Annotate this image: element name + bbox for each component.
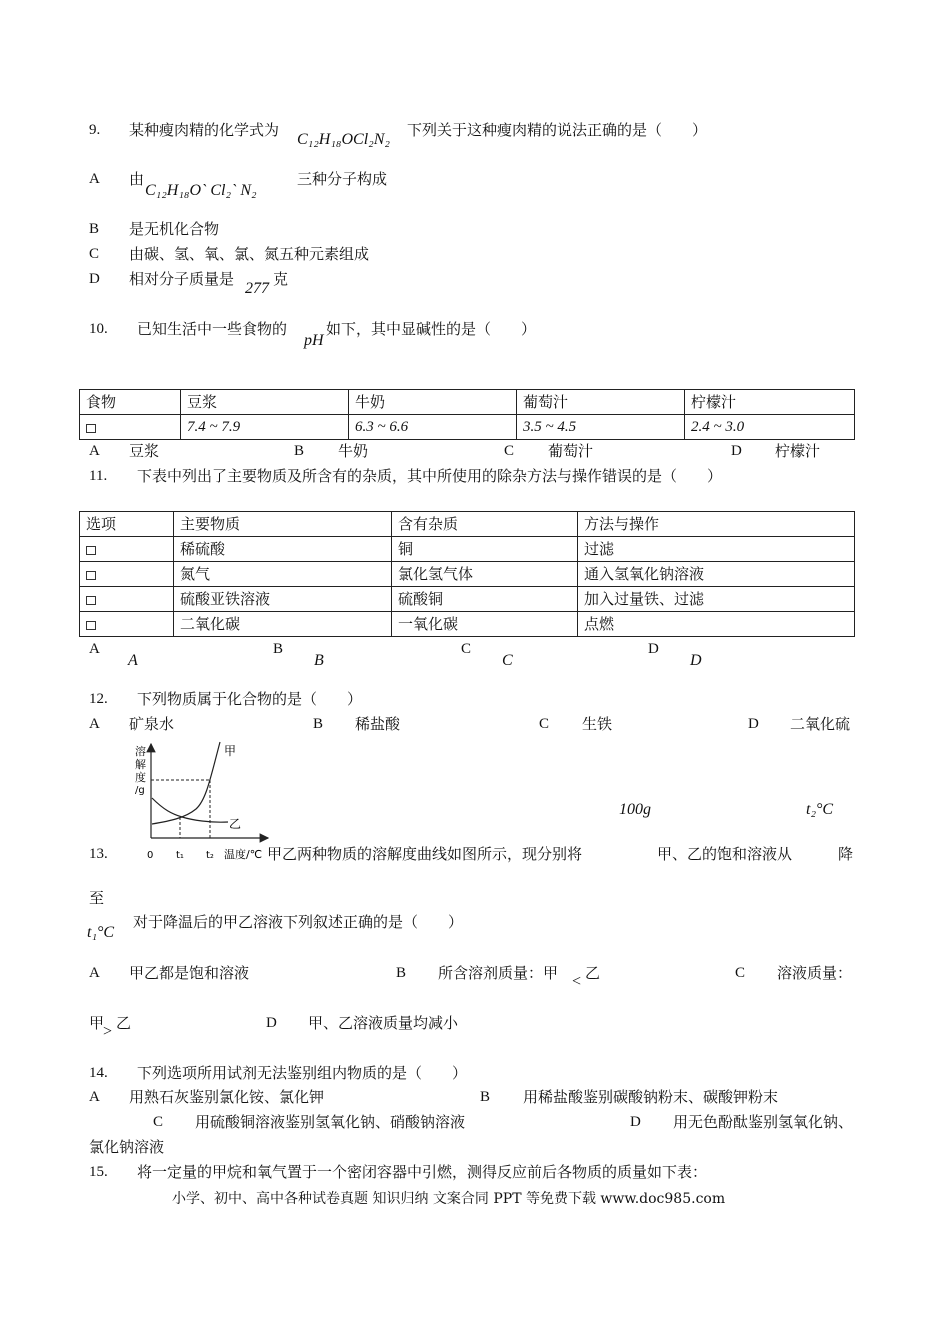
table-cell: 3.5 ~ 4.5 [517,415,685,440]
table-row [80,587,855,612]
q9-option-c-label: C [89,246,100,262]
q14-option-d-label: D [630,1114,641,1130]
missing-glyph-icon [80,415,181,440]
table-row [80,537,855,562]
q13-option-a-text: 甲乙都是饱和溶液 [129,964,250,982]
q13-stem-e: 对于降温后的甲乙溶液下列叙述正确的是（ ） [133,913,464,931]
table-cell: 加入过量铁、过滤 [578,587,855,612]
x-axis-t2-label: t₂ [206,850,214,861]
q10-option-a-text: 豆浆 [129,442,160,460]
impurity-table [79,511,855,637]
q11-option-c-label: C [461,641,472,657]
q14-option-d-text-b: 氯化钠溶液 [89,1138,165,1156]
q14-stem: 下列选项所用试剂无法鉴别组内物质的是（ ） [137,1064,468,1082]
table-header: 柠檬汁 [685,390,855,415]
q14-option-b-text: 用稀盐酸鉴别碳酸钠粉末、碳酸钾粉末 [523,1088,779,1106]
table-header: 食物 [80,390,181,415]
q10-option-d-text: 柠檬汁 [775,442,821,460]
q9-option-d-number: 277 [245,280,269,297]
q13-option-c-text-b: 甲 [89,1014,105,1032]
q10-option-c-text: 葡萄汁 [548,442,594,460]
table-header: 主要物质 [174,512,392,537]
table-cell: 氮气 [174,562,392,587]
missing-glyph-icon [80,562,174,587]
table-cell: 铜 [392,537,578,562]
q9-option-a-formula: C₁₂H₁₈O` Cl₂` N₂ [145,182,257,199]
q10-option-d-label: D [731,443,742,459]
q9-option-d-text: 相对分子质量是 [129,270,235,288]
q10-number: 10. [89,321,108,337]
q13-stem-b: 甲、乙的饱和溶液从 [657,845,793,863]
x-axis-label: 温度/℃ [224,848,263,861]
table-header: 选项 [80,512,174,537]
q10-option-b-label: B [294,443,305,459]
q11-stem: 下表中列出了主要物质及所含有的杂质，其中所使用的除杂方法与操作错误的是（ ） [137,467,723,485]
table-row [80,612,855,637]
table-cell: 6.3 ~ 6.6 [349,415,517,440]
table-cell: 2.4 ~ 3.0 [685,415,855,440]
q12-option-c-label: C [539,716,550,732]
q13-option-b-symbol: < [572,973,582,990]
q13-option-c-label: C [735,965,746,981]
q14-option-a-label: A [89,1089,100,1105]
table-row [80,512,855,537]
q14-option-c-text: 用硫酸铜溶液鉴别氢氧化钠、硝酸钠溶液 [195,1113,466,1131]
table-row [80,390,855,415]
q13-stem-d: 至 [89,889,105,907]
q9-option-a-label: A [89,171,100,187]
q14-number: 14. [89,1065,108,1081]
q12-option-d-label: D [748,716,759,732]
q10-option-c-label: C [504,443,515,459]
q15-number: 15. [89,1164,108,1180]
q9-option-d-label: D [89,271,100,287]
q13-option-b-label: B [396,965,407,981]
q11-option-a-text: A [128,652,138,669]
q14-option-d-text: 用无色酚酞鉴别氢氧化钠、 [673,1113,854,1131]
q12-number: 12. [89,691,108,707]
q9-option-d-unit: 克 [273,270,289,288]
table-header: 方法与操作 [578,512,855,537]
table-row [80,562,855,587]
q13-option-c-symbol: > [103,1023,113,1040]
q9-number: 9. [89,122,101,138]
q13-option-b-text-b: 乙 [585,964,601,982]
table-header: 豆浆 [181,390,349,415]
missing-glyph-icon [80,537,174,562]
q9-option-a-text: 由 [129,170,145,188]
q9-stem-a: 某种瘦肉精的化学式为 [129,121,280,139]
q10-stem-b: 如下，其中显碱性的是（ ） [326,320,537,338]
q9-option-b-text: 是无机化合物 [129,220,220,238]
table-cell: 氯化氢气体 [392,562,578,587]
q11-number: 11. [89,468,108,484]
q13-option-c-text-c: 乙 [116,1014,132,1032]
q10-option-a-label: A [89,443,100,459]
missing-glyph-icon [80,587,174,612]
table-cell: 硫酸铜 [392,587,578,612]
q13-option-d-label: D [266,1015,277,1031]
q12-option-a-text: 矿泉水 [129,715,175,733]
q14-option-c-label: C [153,1114,164,1130]
q13-option-d-text: 甲、乙溶液质量均减小 [308,1014,459,1032]
q12-option-a-label: A [89,716,100,732]
q9-option-a-text-b: 三种分子构成 [297,170,388,188]
curve-yi [152,798,228,822]
table-cell: 点燃 [578,612,855,637]
y-axis-label-2: 解 [135,758,146,771]
q12-option-c-text: 生铁 [582,715,613,733]
table-row [80,415,855,440]
y-axis-label-3: 度 [135,771,146,784]
q13-number: 13. [89,846,108,862]
q13-option-c-text: 溶液质量： [777,964,853,982]
q12-stem: 下列物质属于化合物的是（ ） [137,690,363,708]
q11-option-b-text: B [314,652,324,669]
q9-option-c-text: 由碳、氢、氧、氯、氮五种元素组成 [129,245,370,263]
q11-option-c-text: C [502,652,513,669]
q10-ph: pH [304,332,324,349]
q10-stem-a: 已知生活中一些食物的 [137,320,288,338]
q11-option-d-label: D [648,641,659,657]
q13-option-b-text: 所含溶剂质量：甲 [438,964,559,982]
q13-stem-a: 甲乙两种物质的溶解度曲线如图所示，现分别将 [267,845,583,863]
q9-formula: C₁₂H₁₈OCl₂N₂ [297,131,390,148]
y-axis-label-4: /g [135,785,145,796]
q11-option-b-label: B [273,641,284,657]
q10-option-b-text: 牛奶 [338,442,369,460]
q13-temp-t2: t₂°C [806,801,834,818]
curve-jia-label: 甲 [224,744,237,758]
q14-option-b-label: B [480,1089,491,1105]
q13-stem-c: 降 [838,845,854,863]
table-cell: 二氧化碳 [174,612,392,637]
table-cell: 过滤 [578,537,855,562]
table-header: 葡萄汁 [517,390,685,415]
ph-table [79,389,855,440]
q11-option-d-text: D [690,652,702,669]
q14-option-a-text: 用熟石灰鉴别氯化铵、氯化钾 [129,1088,325,1106]
y-axis-label-1: 溶 [135,745,146,758]
table-cell: 硫酸亚铁溶液 [174,587,392,612]
q13-option-a-label: A [89,965,100,981]
x-axis-origin-label: 0 [147,850,154,861]
solubility-graph [130,738,270,864]
table-cell: 7.4 ~ 7.9 [181,415,349,440]
page-footer: 小学、初中、高中各种试卷真题 知识归纳 文案合同 PPT 等免费下载 www.doc985.com [172,1191,726,1207]
curve-yi-label: 乙 [229,817,242,831]
q13-mass: 100g [619,801,651,818]
missing-glyph-icon [80,612,174,637]
table-header: 牛奶 [349,390,517,415]
table-cell: 稀硫酸 [174,537,392,562]
q9-stem-b: 下列关于这种瘦肉精的说法正确的是（ ） [407,121,708,139]
x-axis-t1-label: t₁ [176,850,184,861]
q12-option-b-label: B [313,716,324,732]
q11-option-a-label: A [89,641,100,657]
table-cell: 通入氢氧化钠溶液 [578,562,855,587]
table-header: 含有杂质 [392,512,578,537]
table-cell: 一氧化碳 [392,612,578,637]
q12-option-d-text: 二氧化硫 [790,715,851,733]
q9-option-b-label: B [89,221,100,237]
q15-stem: 将一定量的甲烷和氧气置于一个密闭容器中引燃，测得反应前后各物质的质量如下表： [137,1163,708,1181]
q13-temp-t1: t₁°C [87,924,115,941]
q12-option-b-text: 稀盐酸 [355,715,401,733]
